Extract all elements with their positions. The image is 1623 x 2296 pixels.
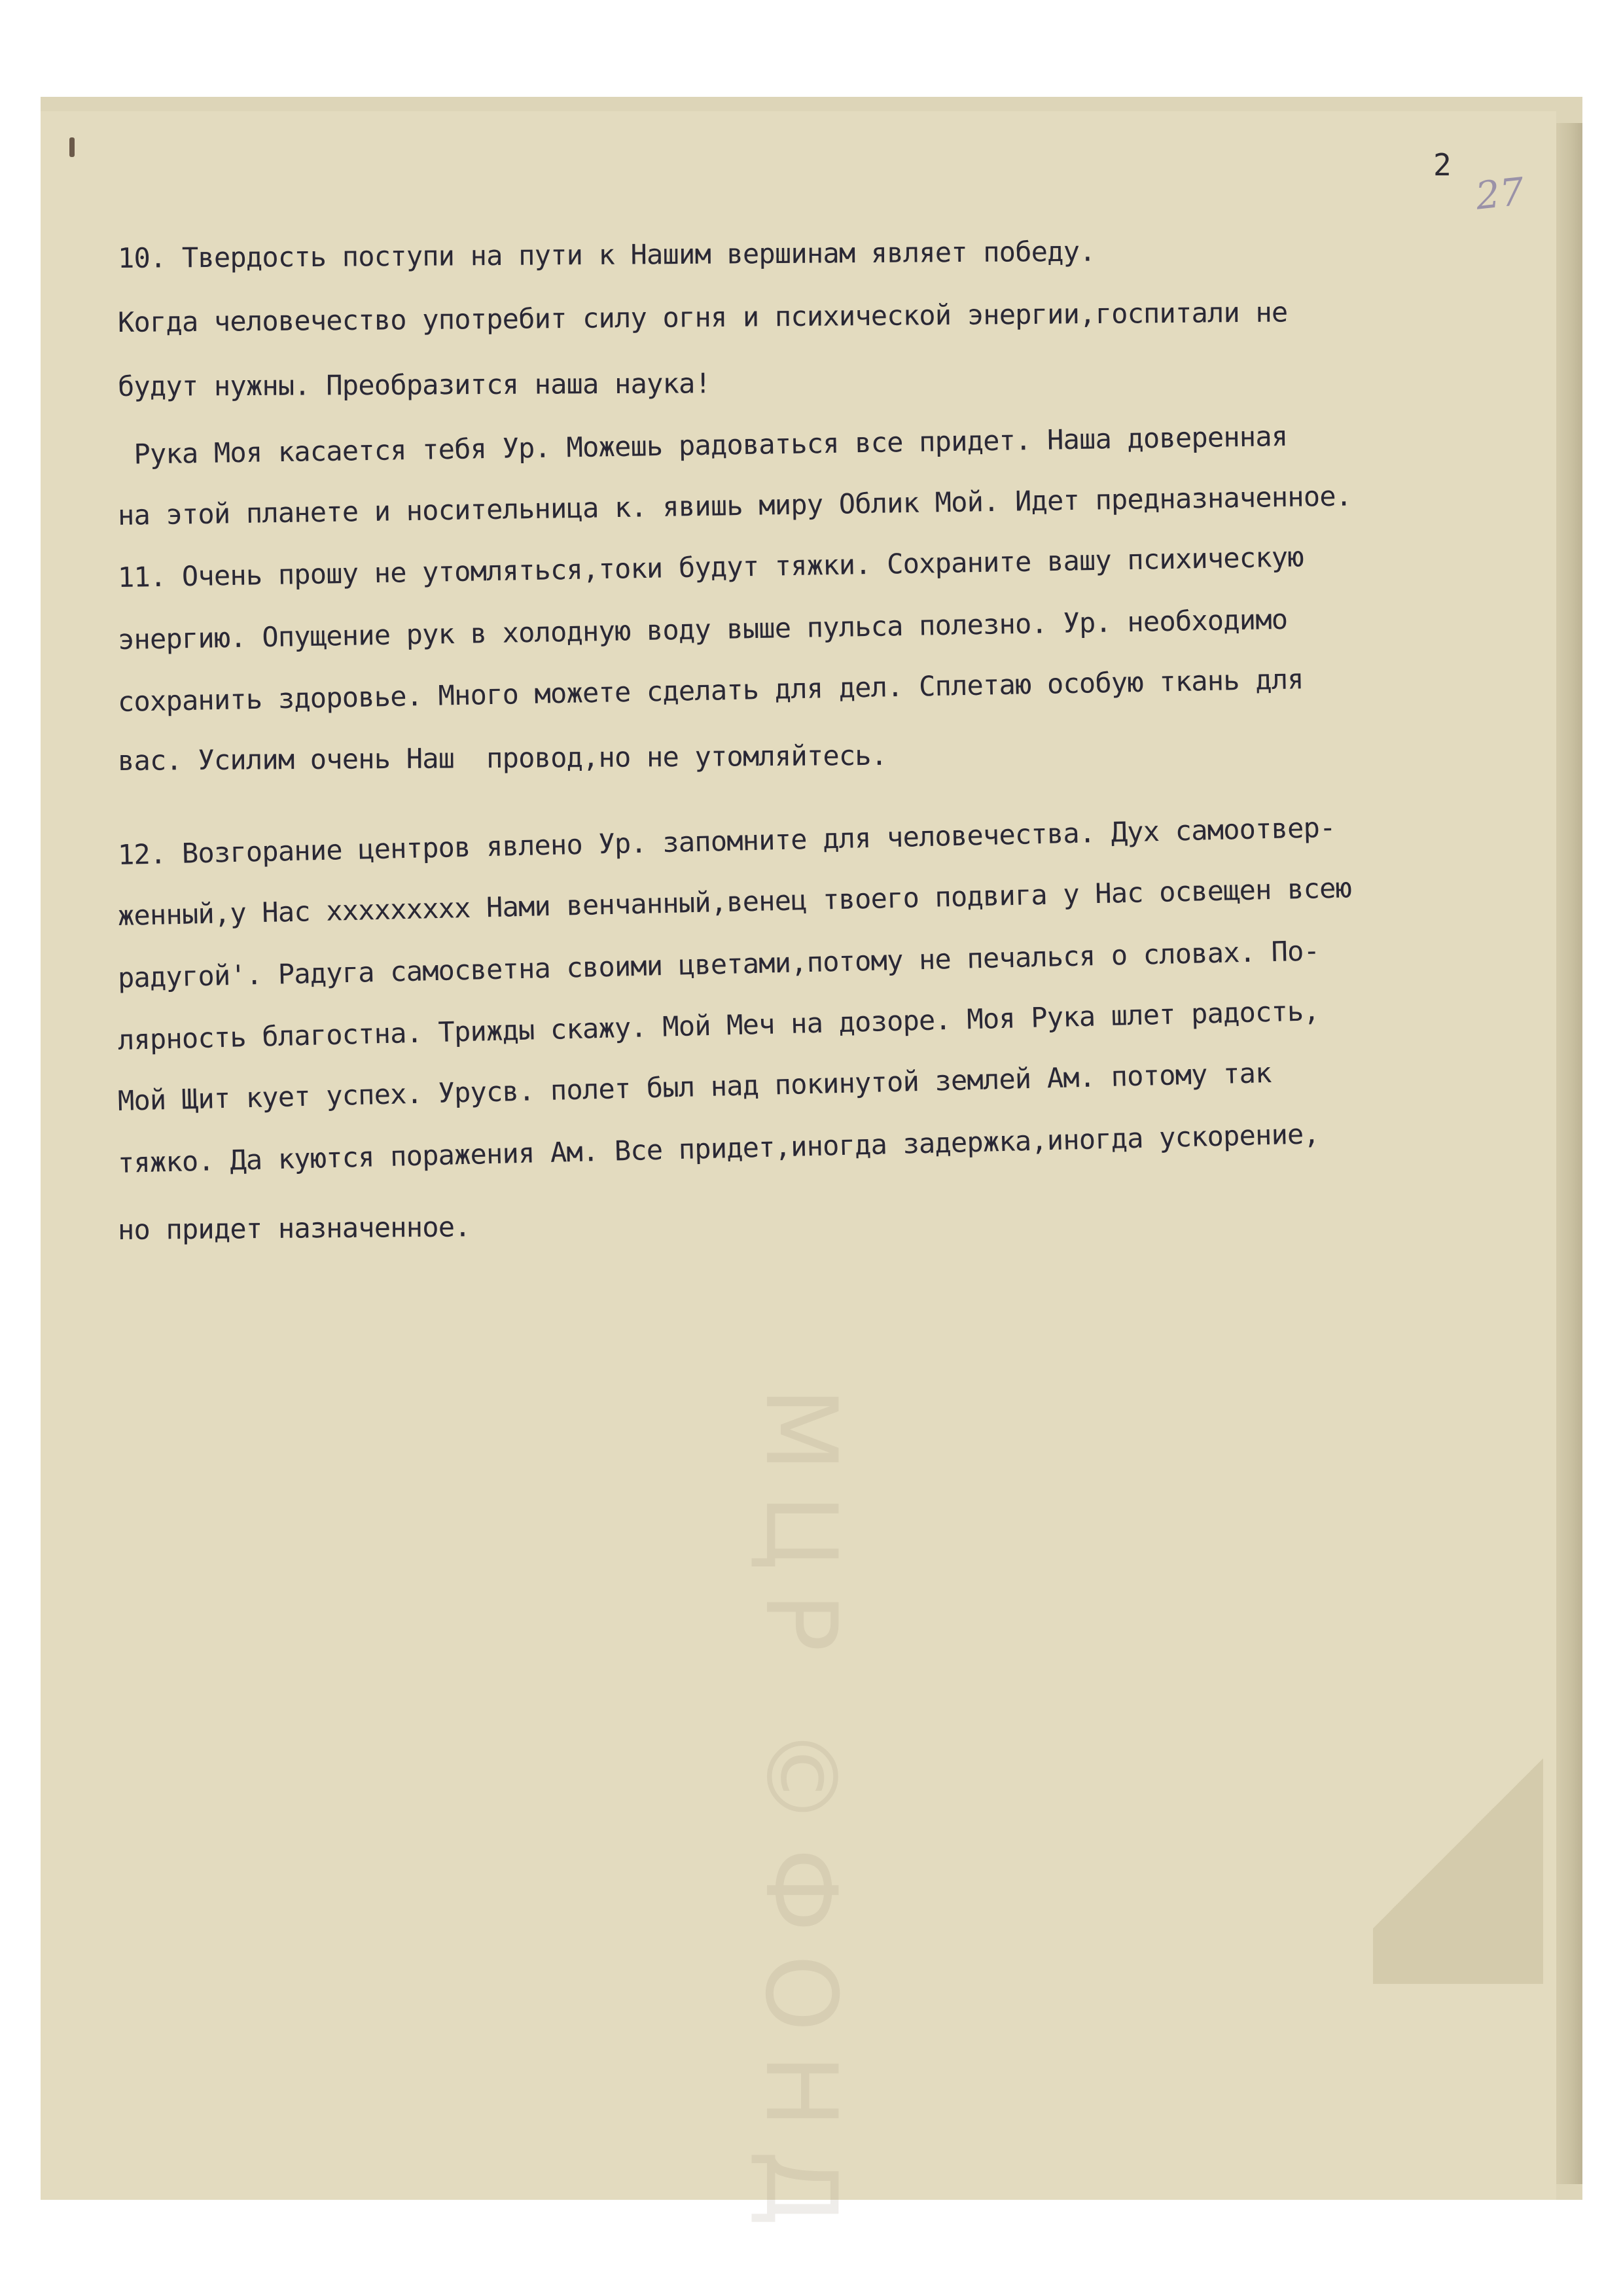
text-line: 12. Возгорание центров явлено Ур. запомните для человечества. Дух самоотвер-: [117, 811, 1336, 871]
ink-mark: [69, 137, 75, 157]
text-line: но придет назначенное.: [117, 1210, 471, 1246]
text-line: Мой Щит кует успех. Урусв. полет был над покинутой землей Ам. потому так: [117, 1056, 1272, 1117]
archive-number-handwritten: 27: [1473, 169, 1527, 219]
text-line: тяжко. Да куются поражения Ам. Все придет,иногда задержка,иногда ускорение,: [117, 1118, 1320, 1179]
text-line: 10. Твердость поступи на пути к Нашим вершинам являет победу.: [117, 235, 1096, 274]
text-line: лярность благостна. Трижды скажу. Мой Меч на дозоре. Моя Рука шлет радость,: [117, 995, 1320, 1056]
folded-corner: [1373, 1703, 1543, 1984]
text-line: будут нужны. Преобразится наша наука!: [117, 367, 711, 402]
watermark-stamp: МЦР ©ФОНД: [743, 1387, 857, 2250]
page-number: 2: [1433, 147, 1452, 183]
text-line: энергию. Опущение рук в холодную воду выше пульса полезно. Ур. необходимо: [117, 603, 1288, 656]
text-line: на этой планете и носительница к. явишь миру Облик Мой. Идет предназначенное.: [117, 480, 1352, 531]
text-line: Рука Моя касается тебя Ур. Можешь радоваться все придет. Наша доверенная: [117, 419, 1288, 470]
text-line: сохранить здоровье. Много можете сделать для дел. Сплетаю особую ткань для: [117, 663, 1304, 718]
text-line: вас. Усилим очень Наш провод,но не утомляйтесь.: [117, 739, 887, 777]
text-line: 11. Очень прошу не утомляться,токи будут тяжки. Сохраните вашу психическую: [117, 540, 1304, 593]
text-line: женный,у Нас xxxxxxxxx Нами венчанный,венец твоего подвига у Нас освещен всею: [117, 872, 1352, 932]
text-line: Когда человечество употребит силу огня и психической энергии,госпитали не: [117, 296, 1288, 338]
text-line: радугой'. Радуга самосветна своими цветами,потому не печалься о словах. По-: [117, 934, 1320, 994]
